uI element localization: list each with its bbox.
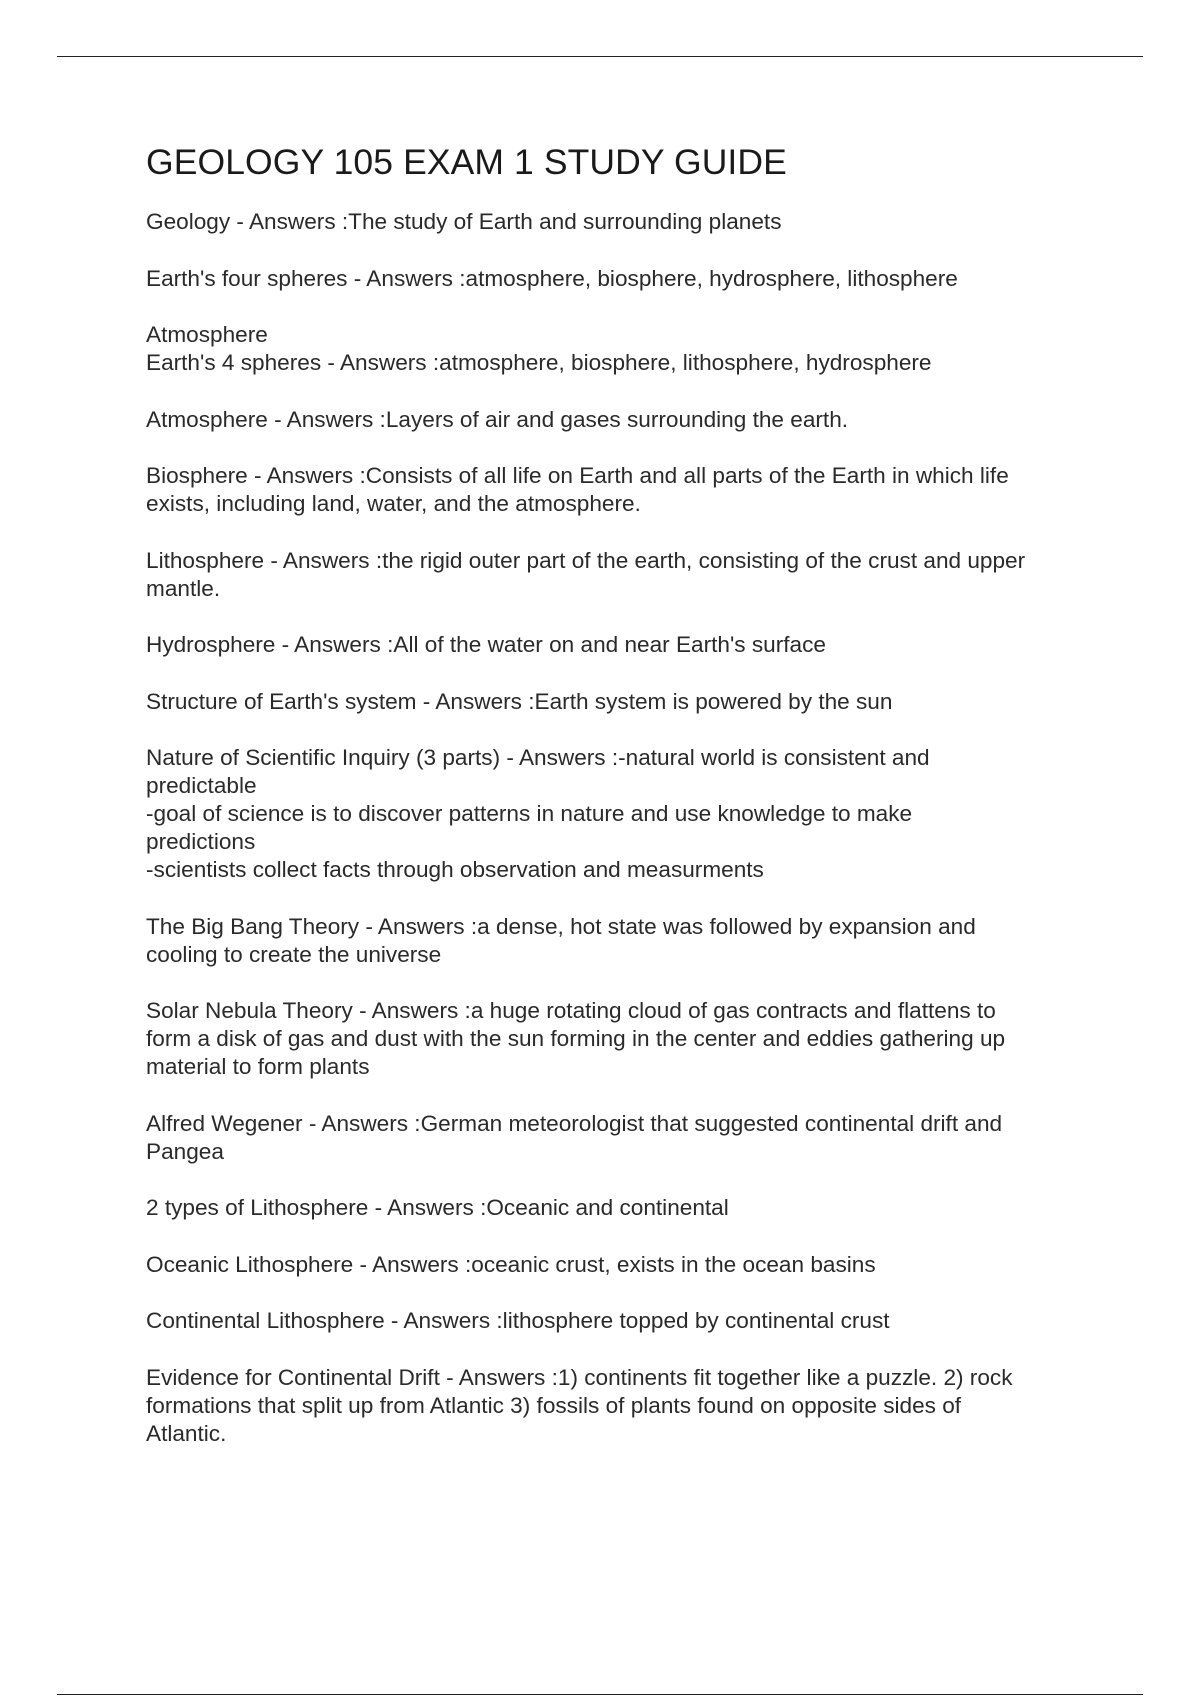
qa-entry-line: -goal of science is to discover patterns in nature and use knowledge to make xyxy=(146,801,913,826)
qa-entry-line: Atmosphere - Answers :Layers of air and gases surrounding the earth. xyxy=(146,406,849,432)
qa-entry xyxy=(146,631,1096,659)
qa-entry-line: Earth's four spheres - Answers :atmosphere, biosphere, hydrosphere, lithosphere xyxy=(146,265,958,291)
qa-entry xyxy=(146,1364,1096,1448)
qa-entry-line: Evidence for Continental Drift - Answers :1) continents fit together like a puzzle. 2) rock xyxy=(146,1364,1013,1390)
qa-entry-line: predictions xyxy=(146,829,256,854)
qa-entry-line: The Big Bang Theory - Answers :a dense, hot state was followed by expansion and xyxy=(146,913,976,939)
qa-entry-line: Atmosphere xyxy=(146,322,268,347)
qa-entry xyxy=(146,406,1096,434)
qa-entry-line: Oceanic Lithosphere - Answers :oceanic crust, exists in the ocean basins xyxy=(146,1251,876,1277)
qa-entry-line: Atlantic. xyxy=(146,1420,227,1446)
qa-entry-line: Solar Nebula Theory - Answers :a huge rotating cloud of gas contracts and flattens to xyxy=(146,998,996,1023)
qa-entry-list xyxy=(146,208,1096,1448)
qa-entry xyxy=(146,462,1096,518)
qa-entry xyxy=(146,997,1096,1081)
qa-entry-line: Lithosphere - Answers :the rigid outer part of the earth, consisting of the crust and upper xyxy=(146,547,1026,573)
qa-entry xyxy=(146,1110,1096,1166)
qa-entry xyxy=(146,208,1096,236)
qa-entry xyxy=(146,1307,1096,1335)
qa-entry-line: material to form plants xyxy=(146,1054,370,1079)
qa-entry-line: Geology - Answers :The study of Earth and surrounding planets xyxy=(146,209,782,234)
qa-entry-line: Pangea xyxy=(146,1138,224,1164)
qa-entry-line: exists, including land, water, and the atmosphere. xyxy=(146,491,641,516)
qa-entry-line: formations that split up from Atlantic 3) fossils of plants found on opposite sides of xyxy=(146,1392,962,1418)
qa-entry-line: Hydrosphere - Answers :All of the water on and near Earth's surface xyxy=(146,632,826,657)
qa-entry-line: Structure of Earth's system - Answers :Earth system is powered by the sun xyxy=(146,688,893,714)
qa-entry-line: cooling to create the universe xyxy=(146,941,442,967)
qa-entry xyxy=(146,1194,1096,1222)
qa-entry-line: -scientists collect facts through observation and measurments xyxy=(146,857,764,882)
qa-entry xyxy=(146,688,1096,716)
qa-entry xyxy=(146,744,1096,884)
qa-entry-line: mantle. xyxy=(146,575,221,601)
qa-entry-line: Biosphere - Answers :Consists of all life on Earth and all parts of the Earth in which life xyxy=(146,463,1009,488)
qa-entry-line: Earth's 4 spheres - Answers :atmosphere, biosphere, lithosphere, hydrosphere xyxy=(146,350,932,375)
header-divider xyxy=(57,56,1143,57)
document-page xyxy=(146,140,1096,1476)
qa-entry xyxy=(146,1251,1096,1279)
qa-entry xyxy=(146,265,1096,293)
qa-entry xyxy=(146,547,1096,603)
qa-entry xyxy=(146,321,1096,377)
qa-entry xyxy=(146,913,1096,969)
footer-divider xyxy=(57,1694,1143,1695)
qa-entry-line: 2 types of Lithosphere - Answers :Oceanic and continental xyxy=(146,1195,729,1220)
qa-entry-line: predictable xyxy=(146,773,257,798)
qa-entry-line: Continental Lithosphere - Answers :lithosphere topped by continental crust xyxy=(146,1308,890,1333)
page-title: GEOLOGY 105 EXAM 1 STUDY GUIDE xyxy=(146,142,787,182)
qa-entry-line: Alfred Wegener - Answers :German meteorologist that suggested continental drift and xyxy=(146,1110,1003,1136)
qa-entry-line: form a disk of gas and dust with the sun forming in the center and eddies gathering up xyxy=(146,1026,1006,1051)
qa-entry-line: Nature of Scientific Inquiry (3 parts) - Answers :-natural world is consistent and xyxy=(146,745,930,770)
